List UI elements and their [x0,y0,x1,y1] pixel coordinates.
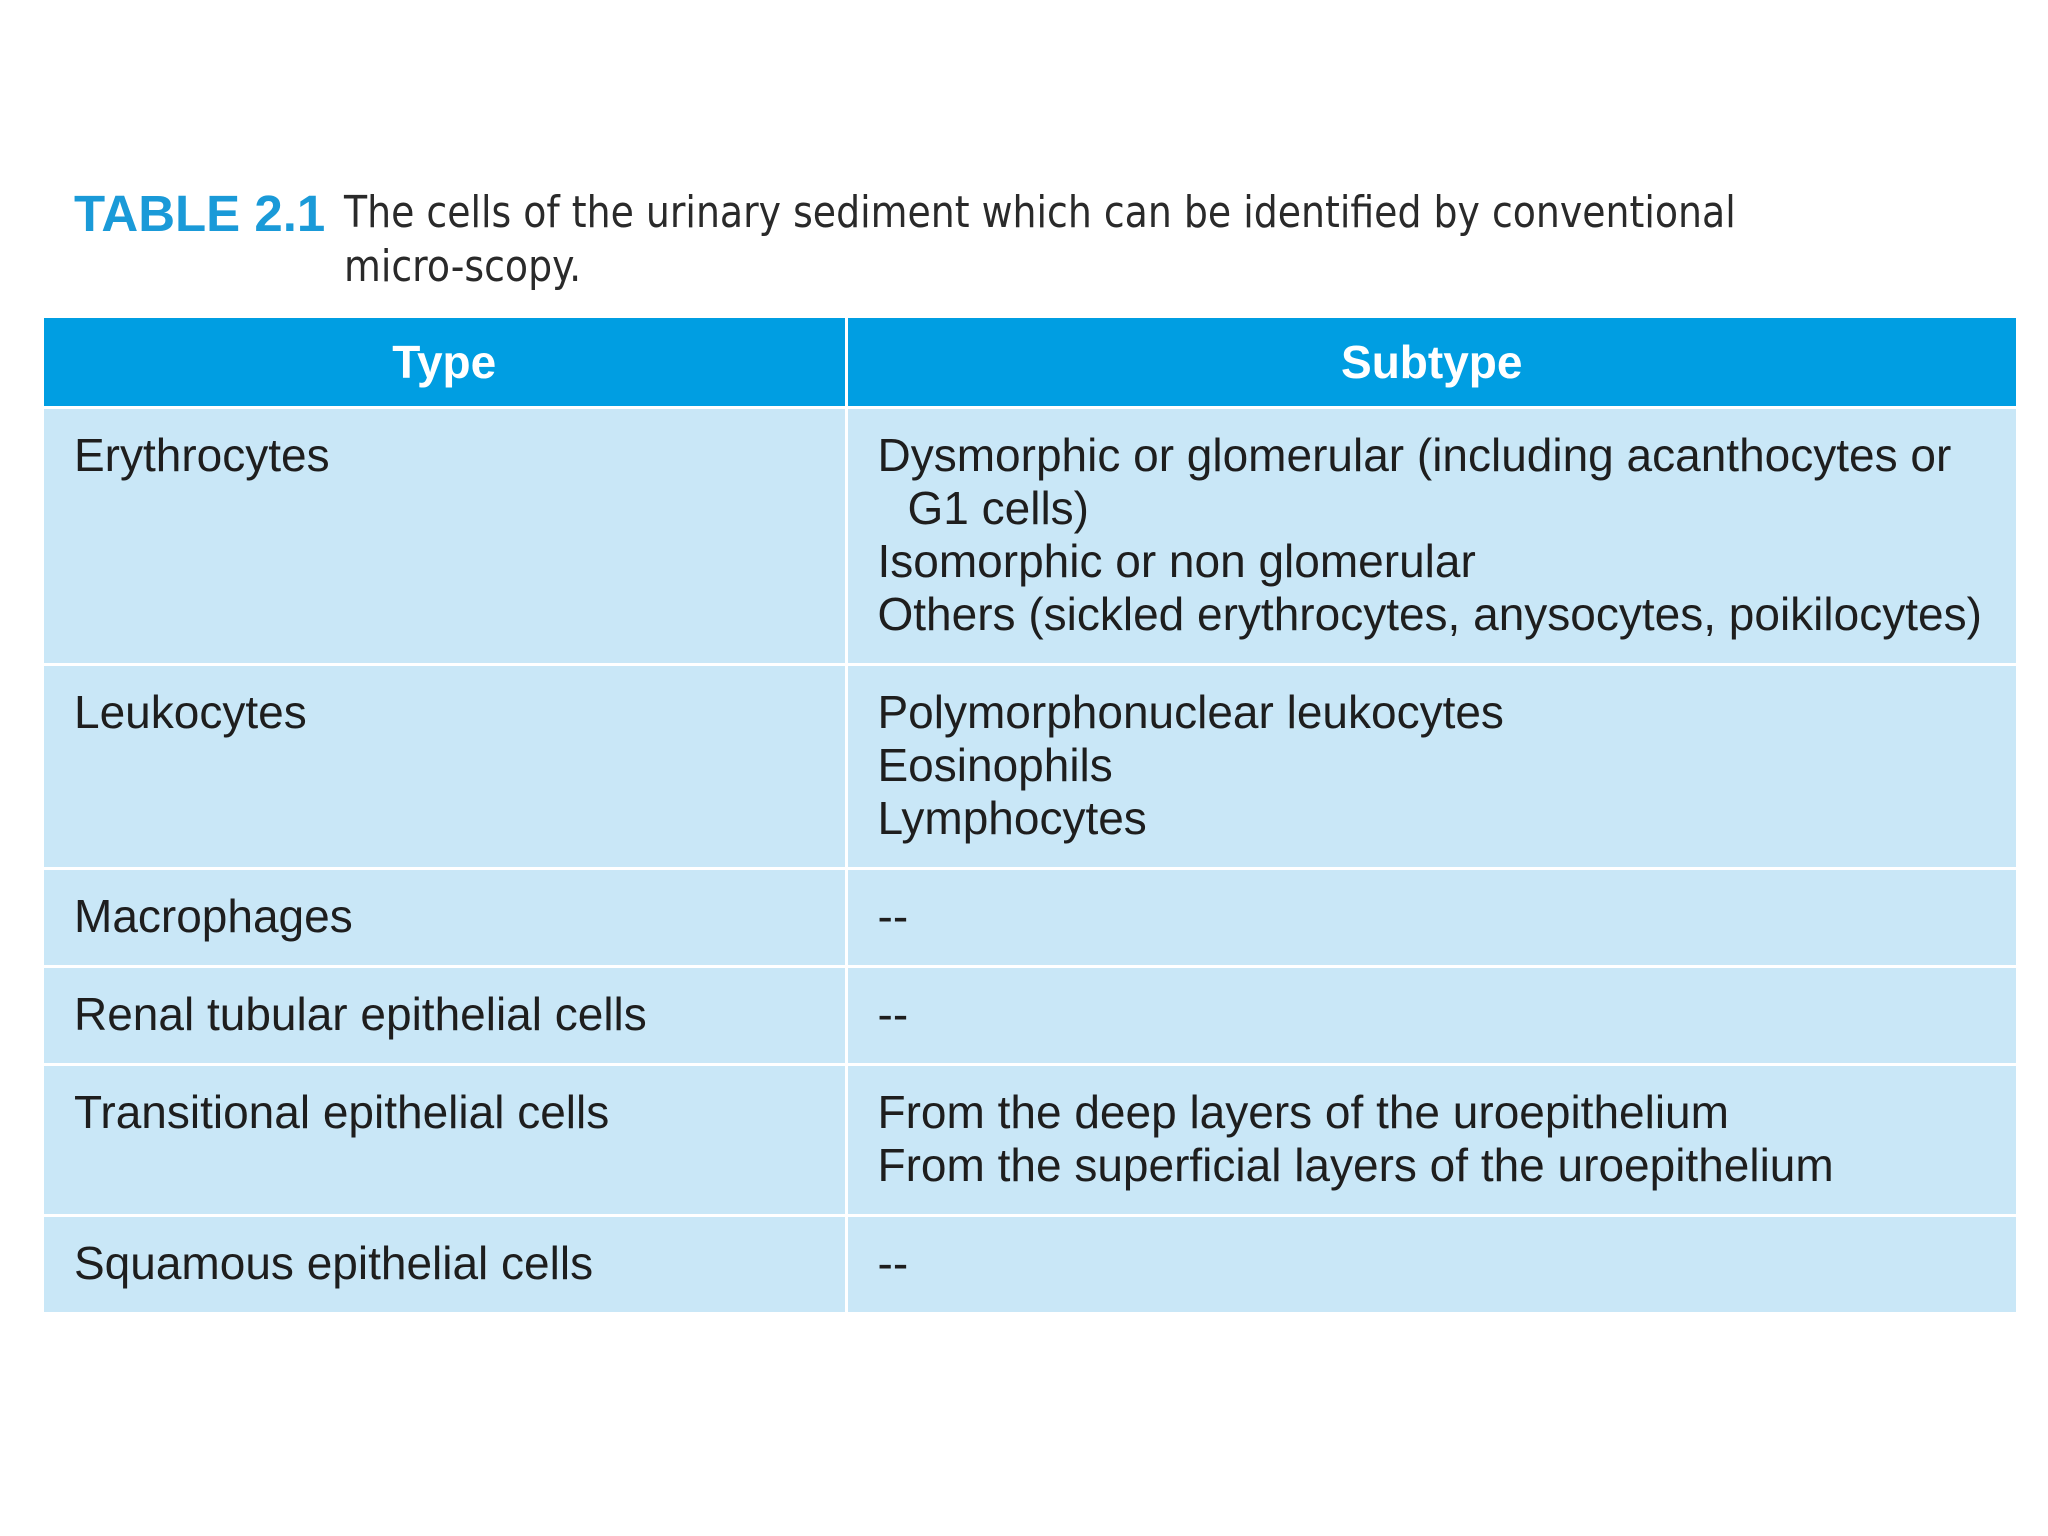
type-cell: Leukocytes [44,665,846,869]
urinary-sediment-cells-table [44,318,2016,1312]
table-title: The cells of the urinary sediment which can be identified by conventional micro-scopy. [344,187,1736,292]
table-number: TABLE 2.1 [74,185,326,242]
table-row [44,869,2016,967]
table-row [44,1065,2016,1216]
subtype-item: -- [877,1237,909,1289]
subtype-item: -- [877,988,909,1040]
subtype-cell [846,869,2016,967]
type-cell: Transitional epithelial cells [44,1065,846,1216]
subtype-cell [846,1216,2016,1313]
subtype-item: From the superficial layers of the uroepithelium [877,1139,1834,1191]
subtype-item: Lymphocytes [877,792,1147,844]
column-header-type: Type [44,318,846,408]
subtype-cell [846,408,2016,665]
column-header-subtype: Subtype [846,318,2016,408]
subtype-item: Dysmorphic or glomerular (including acanthocytes or G1 cells) [877,429,1952,534]
subtype-cell [846,1065,2016,1216]
table-caption [74,186,2004,294]
table-row [44,408,2016,665]
subtype-item: Eosinophils [877,739,1113,791]
table-header [44,318,2016,408]
type-cell: Renal tubular epithelial cells [44,967,846,1065]
table-row [44,967,2016,1065]
subtype-item: From the deep layers of the uroepithelium [877,1086,1729,1138]
table-body [44,408,2016,1313]
subtype-item: Polymorphonuclear leukocytes [877,686,1504,738]
subtype-item: Others (sickled erythrocytes, anysocytes, poikilocytes) [877,588,1982,640]
type-cell: Macrophages [44,869,846,967]
table-row [44,665,2016,869]
type-cell: Erythrocytes [44,408,846,665]
type-cell: Squamous epithelial cells [44,1216,846,1313]
table-row [44,1216,2016,1313]
header-row [44,318,2016,408]
subtype-item: -- [877,890,909,942]
subtype-item: Isomorphic or non glomerular [877,535,1476,587]
subtype-cell [846,967,2016,1065]
subtype-cell [846,665,2016,869]
